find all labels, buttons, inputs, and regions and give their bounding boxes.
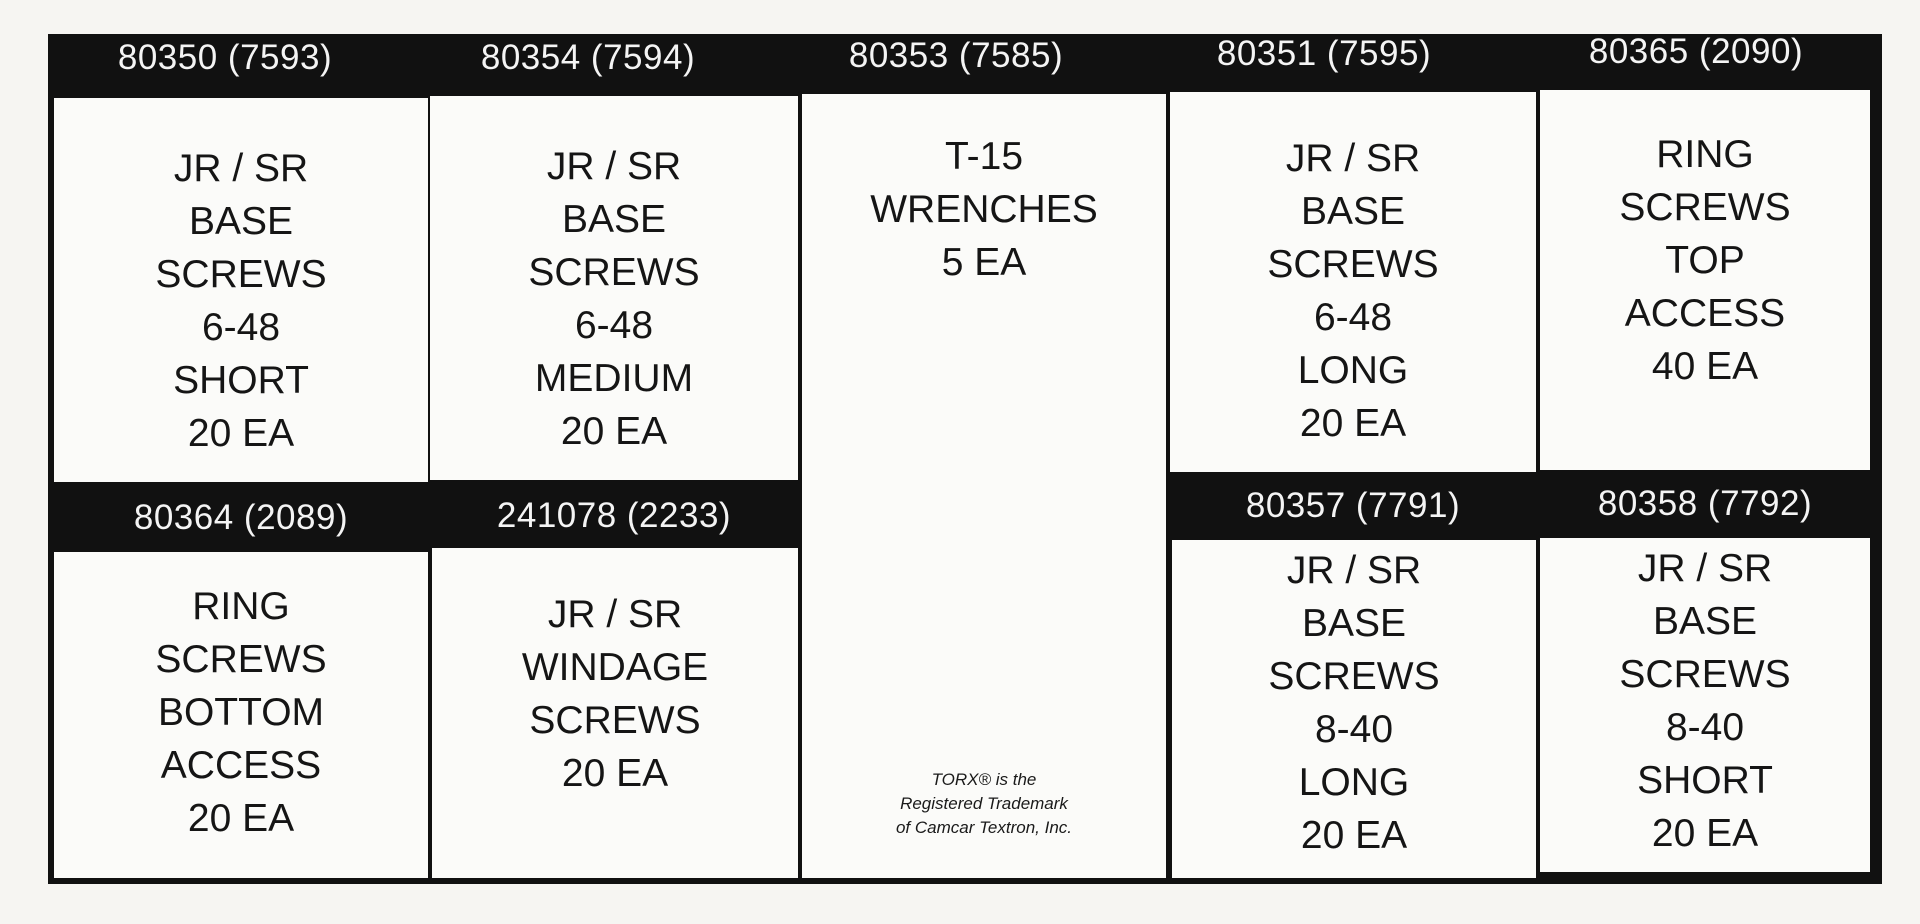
line: SCREWS bbox=[1268, 655, 1440, 698]
line: LONG bbox=[1297, 349, 1409, 392]
line: JR / SR bbox=[173, 147, 309, 190]
line: SCREWS bbox=[1267, 243, 1439, 286]
line: MEDIUM bbox=[534, 357, 694, 400]
line: JR / SR bbox=[1286, 549, 1422, 592]
box-80351-text bbox=[1170, 132, 1536, 450]
line: SCREWS bbox=[1619, 653, 1791, 696]
box-80353-text bbox=[802, 130, 1166, 289]
trademark-note bbox=[802, 768, 1166, 840]
box-80354 bbox=[430, 96, 798, 480]
header-80364: 80364 (2089) bbox=[133, 498, 349, 537]
line: WRENCHES bbox=[870, 188, 1098, 231]
box-80350 bbox=[54, 98, 428, 482]
line: SCREWS bbox=[1619, 186, 1791, 229]
line: 20 EA bbox=[561, 752, 669, 795]
line: SCREWS bbox=[155, 253, 327, 296]
line: SCREWS bbox=[529, 699, 701, 742]
box-80364 bbox=[54, 552, 428, 878]
line: 8-40 bbox=[1665, 706, 1745, 749]
line: SCREWS bbox=[528, 251, 700, 294]
line: RING bbox=[1656, 133, 1754, 176]
line: SHORT bbox=[1637, 759, 1773, 802]
line: ACCESS bbox=[1624, 292, 1786, 335]
header-80350: 80350 (7593) bbox=[117, 38, 333, 77]
line: BASE bbox=[561, 198, 667, 241]
line: WINDAGE bbox=[521, 646, 709, 689]
header-80365: 80365 (2090) bbox=[1588, 32, 1804, 71]
line: 6-48 bbox=[574, 304, 654, 347]
line: 40 EA bbox=[1651, 345, 1759, 388]
header-80358: 80358 (7792) bbox=[1597, 484, 1813, 523]
parts-label-card bbox=[48, 34, 1882, 884]
note-line: of Camcar Textron, Inc. bbox=[895, 818, 1073, 837]
line: BASE bbox=[1652, 600, 1758, 643]
header-241078: 241078 (2233) bbox=[496, 496, 732, 535]
line: BOTTOM bbox=[157, 691, 325, 734]
box-80365-text bbox=[1540, 128, 1870, 393]
box-80365 bbox=[1540, 90, 1870, 470]
header-80357: 80357 (7791) bbox=[1245, 486, 1461, 525]
header-80353: 80353 (7585) bbox=[848, 36, 1064, 75]
box-80354-text bbox=[430, 140, 798, 458]
line: JR / SR bbox=[546, 145, 682, 188]
box-80353 bbox=[802, 94, 1166, 878]
box-80358 bbox=[1540, 538, 1870, 872]
box-80358-text bbox=[1540, 542, 1870, 860]
box-80364-text bbox=[54, 580, 428, 845]
line: 8-40 bbox=[1314, 708, 1394, 751]
line: JR / SR bbox=[547, 593, 683, 636]
line: LONG bbox=[1298, 761, 1410, 804]
box-80357 bbox=[1172, 540, 1536, 878]
line: RING bbox=[192, 585, 290, 628]
line: 20 EA bbox=[1651, 812, 1759, 855]
note-line: Registered Trademark bbox=[900, 794, 1068, 813]
box-241078-text bbox=[432, 588, 798, 800]
line: 6-48 bbox=[201, 306, 281, 349]
line: 20 EA bbox=[560, 410, 668, 453]
line: JR / SR bbox=[1637, 547, 1773, 590]
box-80357-text bbox=[1172, 544, 1536, 862]
line: SCREWS bbox=[155, 638, 327, 681]
line: 20 EA bbox=[187, 797, 295, 840]
line: 20 EA bbox=[1299, 402, 1407, 445]
line: SHORT bbox=[173, 359, 309, 402]
line: ACCESS bbox=[160, 744, 322, 787]
box-80350-text bbox=[54, 142, 428, 460]
box-80351 bbox=[1170, 92, 1536, 472]
box-241078 bbox=[432, 548, 798, 878]
line: 20 EA bbox=[1300, 814, 1408, 857]
line: 5 EA bbox=[941, 241, 1027, 284]
line: JR / SR bbox=[1285, 137, 1421, 180]
line: TOP bbox=[1665, 239, 1745, 282]
line: BASE bbox=[1300, 190, 1406, 233]
line: BASE bbox=[1301, 602, 1407, 645]
note-line: TORX® is the bbox=[931, 770, 1037, 789]
line: BASE bbox=[188, 200, 294, 243]
header-80354: 80354 (7594) bbox=[480, 38, 696, 77]
line: T-15 bbox=[944, 135, 1024, 178]
line: 20 EA bbox=[187, 412, 295, 455]
header-80351: 80351 (7595) bbox=[1216, 34, 1432, 73]
line: 6-48 bbox=[1313, 296, 1393, 339]
